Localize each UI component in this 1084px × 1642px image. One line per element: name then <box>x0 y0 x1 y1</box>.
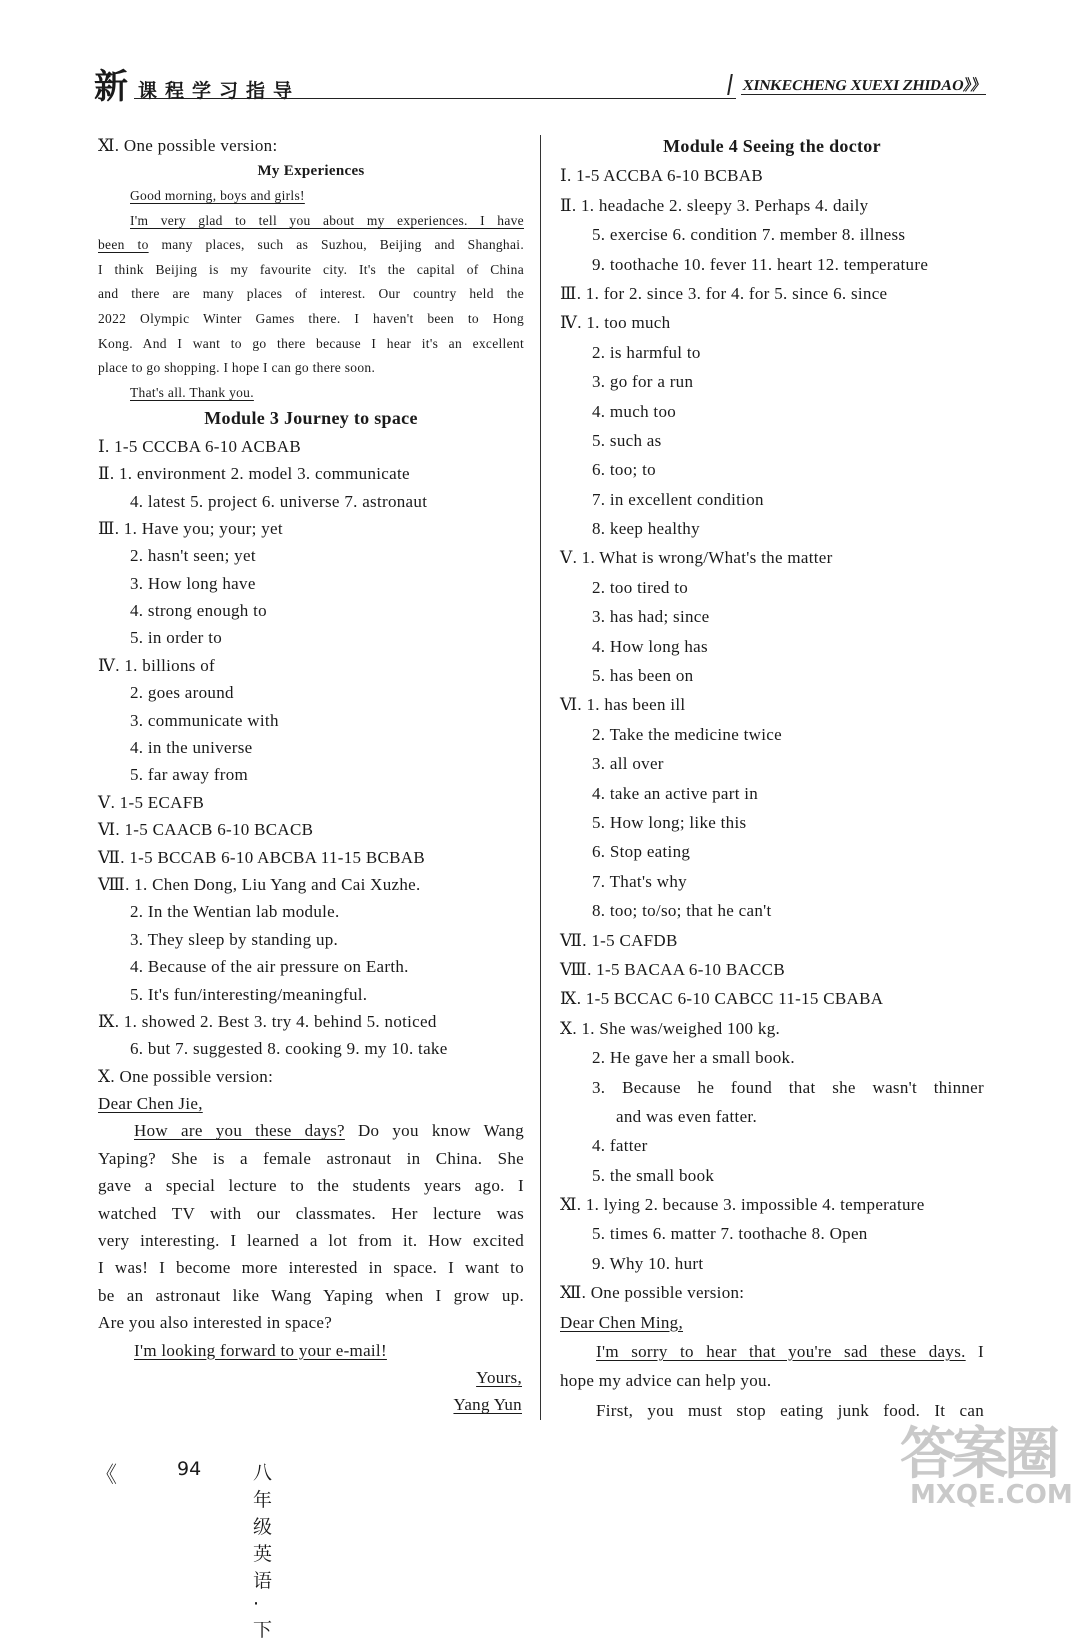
essay-line: and there are many places of interest. Our country held the <box>98 286 524 302</box>
answer-line: Ⅳ. 1. too much <box>560 313 671 333</box>
answer-line: Ⅶ. 1-5 CAFDB <box>560 930 678 950</box>
header-title: 课程学习指导 <box>138 80 301 102</box>
answer-line: Ⅰ. 1-5 ACCBA 6-10 BCBAB <box>560 166 764 186</box>
answer-line: Ⅵ. 1-5 CAACB 6-10 BCACB <box>98 820 314 840</box>
essay-line: 2022 Olympic Winter Games there. I haven't been to Hong <box>98 310 524 326</box>
answer-line: Ⅹ. One possible version: <box>98 1066 274 1086</box>
left-column <box>98 132 524 1419</box>
answer-line: 5. in order to <box>130 628 223 648</box>
answer-line: 2. Take the medicine twice <box>592 724 782 744</box>
letter-dear-chen-ming <box>560 1308 984 1426</box>
answer-line: 7. in excellent condition <box>592 489 764 509</box>
header-rule <box>134 98 736 99</box>
watermark <box>900 1410 1073 1520</box>
essay-line: place to go shopping. I hope I can go there soon. <box>98 360 376 376</box>
double-chevron-left-icon: 《 <box>95 1463 118 1488</box>
answer-line: 5. such as <box>592 430 662 450</box>
letter-dear-chen-jie <box>98 1090 524 1419</box>
essay-line: been to many places, such as Suzhou, Beijing and Shanghai. <box>98 237 524 253</box>
answer-line: 5. times 6. matter 7. toothache 8. Open <box>592 1224 868 1244</box>
letter-line: I'm sorry to hear that you're sad these days. I <box>596 1342 985 1362</box>
grade-subject-label: 八年级英语·下 <box>253 1462 273 1641</box>
answer-line: Ⅲ. 1. for 2. since 3. for 4. for 5. since 6. since <box>560 283 888 303</box>
module-4-title: Module 4 Seeing the doctor <box>663 136 881 156</box>
answer-line: 5. It's fun/interesting/meaningful. <box>130 984 368 1004</box>
answer-line: 9. toothache 10. fever 11. heart 12. temperature <box>592 254 929 274</box>
answer-line: and was even fatter. <box>616 1106 757 1126</box>
letter-line: watched TV with our classmates. Her lecture was <box>98 1203 524 1223</box>
answer-line: 7. That's why <box>592 871 687 891</box>
answer-line: 2. goes around <box>130 683 234 703</box>
answer-line: 5. exercise 6. condition 7. member 8. illness <box>592 225 906 245</box>
essay-line: Kong. And I want to go there because I hear it's an excellent <box>98 335 524 351</box>
answer-line: 2. He gave her a small book. <box>592 1048 795 1068</box>
letter-closing: I'm looking forward to your e-mail! <box>134 1340 387 1360</box>
letter-signature: Yang Yun <box>453 1395 522 1415</box>
letter-line: First, you must stop eating junk food. It can <box>596 1400 984 1420</box>
answer-line: 6. Stop eating <box>592 842 691 862</box>
answer-line: 5. How long; like this <box>592 812 747 832</box>
watermark-url: MXQE.COM <box>910 1480 1073 1510</box>
answer-line: 9. Why 10. hurt <box>592 1253 704 1273</box>
answer-line: 3. communicate with <box>130 710 279 730</box>
letter-line: be an astronaut like Wang Yaping when I grow up. <box>98 1285 524 1305</box>
letter-line: I was! I become more interested in space. I want to <box>98 1258 524 1278</box>
answer-line: 3. go for a run <box>592 372 694 392</box>
letter-yours: Yours, <box>476 1368 522 1387</box>
letter-line: gave a special lecture to the students years ago. I <box>98 1176 524 1196</box>
answer-line: Ⅻ. One possible version: <box>560 1283 745 1303</box>
answer-line: Ⅱ. 1. environment 2. model 3. communicate <box>98 464 410 484</box>
answer-line: Ⅰ. 1-5 CCCBA 6-10 ACBAB <box>98 436 302 456</box>
answer-line: 5. far away from <box>130 765 249 785</box>
answer-line: 6. but 7. suggested 8. cooking 9. my 10. take <box>130 1039 448 1059</box>
answer-line: 2. is harmful to <box>592 342 701 362</box>
answer-line: 4. fatter <box>592 1136 648 1156</box>
letter-line: Yaping? She is a female astronaut in China. She <box>98 1148 524 1168</box>
answer-line: Ⅸ. 1-5 BCCAC 6-10 CABCC 11-15 CBABA <box>560 989 884 1009</box>
right-column <box>560 132 984 1425</box>
module-3-title: Module 3 Journey to space <box>204 408 418 429</box>
answer-line: Ⅹ. 1. She was/weighed 100 kg. <box>560 1018 781 1038</box>
answer-line: 5. the small book <box>592 1165 715 1185</box>
answer-line: 4. in the universe <box>130 738 253 758</box>
answer-line: Ⅴ. 1. What is wrong/What's the matter <box>560 548 833 568</box>
header-logo-xin: 新 <box>94 67 128 107</box>
essay-my-experiences <box>98 159 524 405</box>
answer-line: 8. too; to/so; that he can't <box>592 901 772 921</box>
answer-line: Ⅸ. 1. showed 2. Best 3. try 4. behind 5. noticed <box>98 1011 437 1031</box>
answer-line: 4. take an active part in <box>592 783 759 803</box>
answer-line: 3. all over <box>592 754 664 774</box>
letter-salutation: Dear Chen Ming, <box>560 1312 684 1332</box>
essay-line: I think Beijing is my favourite city. It's the capital of China <box>98 261 524 277</box>
answer-line: Ⅱ. 1. headache 2. sleepy 3. Perhaps 4. daily <box>560 195 869 215</box>
letter-line: hope my advice can help you. <box>560 1371 772 1391</box>
letter-salutation: Dear Chen Jie, <box>98 1094 203 1114</box>
answer-line: Ⅲ. 1. Have you; your; yet <box>98 518 283 538</box>
watermark-logo-text: 答案圈 <box>900 1422 1056 1487</box>
answer-line: 4. How long has <box>592 636 708 656</box>
essay-greeting: Good morning, boys and girls! <box>130 187 305 203</box>
answer-line: Ⅵ. 1. has been ill <box>560 695 686 715</box>
letter-line: How are you these days? Do you know Wang <box>134 1121 525 1141</box>
column-divider <box>540 135 541 1420</box>
essay-title: My Experiences <box>257 163 365 180</box>
answer-line: Ⅴ. 1-5 ECAFB <box>98 792 205 812</box>
answer-line: 2. hasn't seen; yet <box>130 546 256 566</box>
letter-line: very interesting. I learned a lot from it. How excited <box>98 1231 524 1251</box>
answer-line: Ⅳ. 1. billions of <box>98 655 216 675</box>
answer-line: 8. keep healthy <box>592 519 700 539</box>
letter-line: Are you also interested in space? <box>98 1313 333 1333</box>
answer-line: 2. too tired to <box>592 577 689 597</box>
essay-line: I'm very glad to tell you about my experiences. I have <box>130 212 524 228</box>
answer-line: 4. much too <box>592 401 677 421</box>
answer-line: 3. Because he found that she wasn't thinner <box>592 1077 984 1097</box>
header-pinyin: XINKECHENG XUEXI ZHIDAO》》 <box>727 74 988 95</box>
page-number: 94 <box>177 1458 202 1480</box>
answer-line: Ⅷ. 1. Chen Dong, Liu Yang and Cai Xuzhe. <box>98 874 421 894</box>
answer-line: Ⅺ. 1. lying 2. because 3. impossible 4. temperature <box>560 1195 925 1215</box>
answer-line: Ⅶ. 1-5 BCCAB 6-10 ABCBA 11-15 BCBAB <box>98 847 426 867</box>
section-11-label: Ⅺ. One possible version: <box>98 136 278 155</box>
answer-line: 5. has been on <box>592 666 694 686</box>
answer-line: 4. latest 5. project 6. universe 7. astronaut <box>130 491 428 511</box>
answer-line: 3. They sleep by standing up. <box>130 929 339 949</box>
answer-line: 2. In the Wentian lab module. <box>130 902 340 922</box>
answer-line: 6. too; to <box>592 460 656 480</box>
answer-line: 3. has had; since <box>592 607 710 627</box>
answer-line: 4. strong enough to <box>130 601 267 621</box>
answer-line: 4. Because of the air pressure on Earth. <box>130 957 409 977</box>
page-header <box>94 67 988 107</box>
answer-line: Ⅷ. 1-5 BACAA 6-10 BACCB <box>560 959 785 979</box>
essay-closing: That's all. Thank you. <box>130 384 254 400</box>
answer-line: 3. How long have <box>130 573 256 593</box>
header-rule-right <box>741 94 986 95</box>
